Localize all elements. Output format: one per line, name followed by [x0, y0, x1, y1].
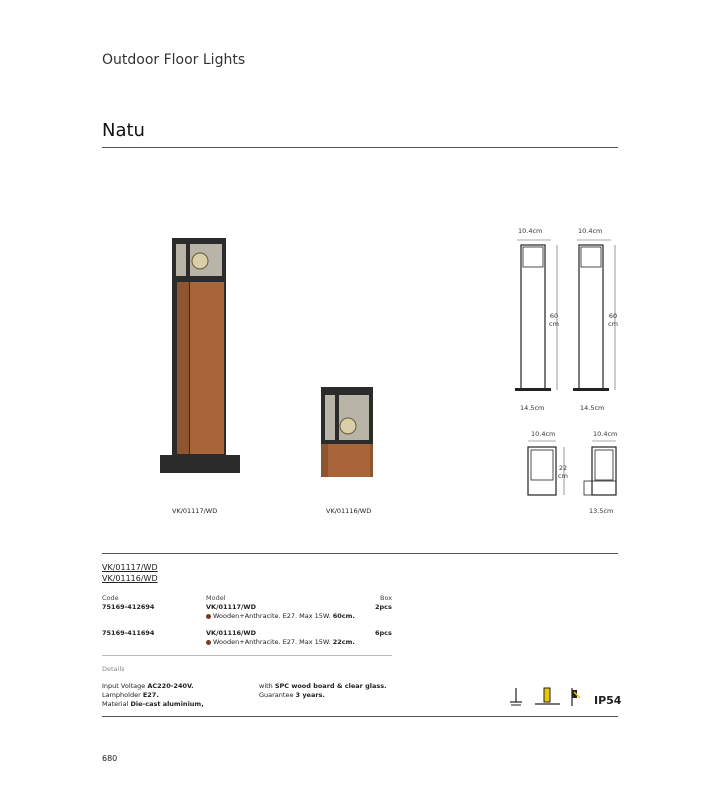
table-row-2-box: 6pcs	[375, 629, 392, 637]
table-row-1-model: VK/01117/WD Wooden+Anthracite. E27. Max 15W. 60cm.	[206, 603, 355, 620]
dim-base-short: 13.5cm	[589, 507, 614, 515]
short-bollard-image	[321, 387, 373, 477]
product-photos	[150, 230, 400, 480]
color-dot-icon	[206, 614, 211, 619]
section-divider	[102, 553, 618, 554]
page-number: 680	[102, 754, 118, 763]
short-dimension-drawing	[520, 437, 620, 502]
table-header-model: Model	[206, 594, 226, 602]
product-codes	[102, 562, 158, 584]
dim-width-short-2: 10.4cm	[593, 430, 618, 438]
dim-width-tall-2: 10.4cm	[578, 227, 603, 235]
wall-light-icon	[572, 688, 580, 706]
table-header-box: Box	[380, 594, 393, 602]
footer-divider	[102, 716, 618, 717]
table-row-2-code: 75169-411694	[102, 629, 155, 637]
dim-height-tall-2: 60 cm	[608, 312, 618, 328]
table-row-1-code: 75169-412694	[102, 603, 155, 611]
spec-icons	[508, 686, 588, 708]
tall-bollard-image	[160, 238, 240, 473]
details-label: Details	[102, 665, 125, 673]
category-title: Outdoor Floor Lights	[102, 52, 246, 68]
table-row-1-box: 2pcs	[375, 603, 392, 611]
details-col-1: Input Voltage AC220-240V. Lampholder E27. Material Die-cast aluminium,	[102, 682, 204, 708]
ground-mount-icon	[510, 688, 522, 705]
code-heading-2: VK/01116/WD	[102, 574, 158, 583]
code-heading-1: VK/01117/WD	[102, 563, 158, 572]
table-divider	[102, 655, 392, 656]
dim-height-short: 22 cm	[558, 464, 568, 480]
dim-base-tall-1: 14.5cm	[520, 404, 545, 412]
details-col-2: with SPC wood board & clear glass. Guarantee 3 years.	[259, 682, 387, 699]
ip-rating: IP54	[594, 694, 622, 707]
color-dot-icon	[206, 640, 211, 645]
product-label-tall: VK/01117/WD	[172, 507, 218, 515]
table-header-code: Code	[102, 594, 119, 602]
dim-base-tall-2: 14.5cm	[580, 404, 605, 412]
product-title: Natu	[102, 120, 145, 141]
dim-height-tall-1: 60 cm	[549, 312, 559, 328]
dim-width-tall-1: 10.4cm	[518, 227, 543, 235]
title-divider	[102, 147, 618, 148]
tall-dimension-drawing	[505, 235, 625, 400]
table-row-2-model: VK/01116/WD Wooden+Anthracite. E27. Max 15W. 22cm.	[206, 629, 355, 646]
bollard-light-icon	[535, 688, 560, 704]
dim-width-short-1: 10.4cm	[531, 430, 556, 438]
product-label-short: VK/01116/WD	[326, 507, 372, 515]
